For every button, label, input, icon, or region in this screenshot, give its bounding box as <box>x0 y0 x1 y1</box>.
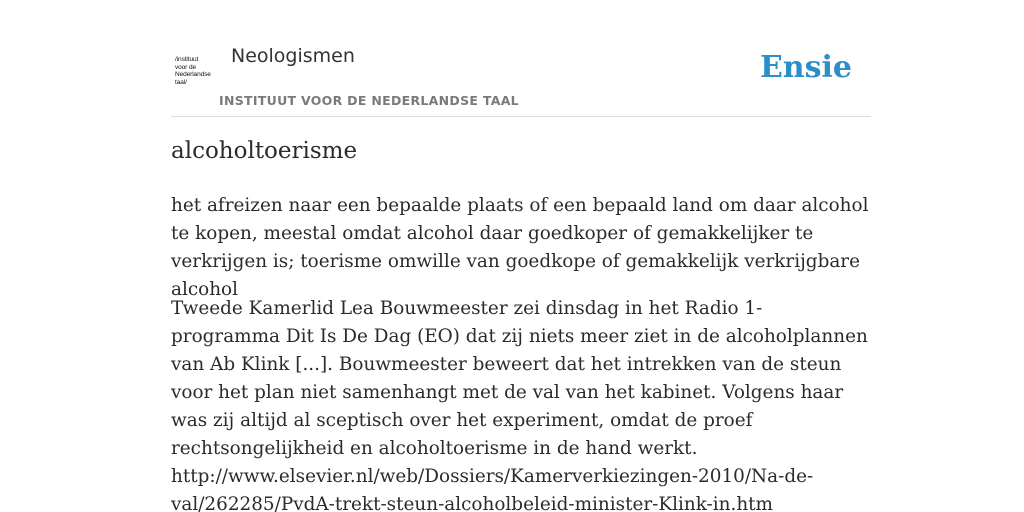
logo-line: /instituut <box>175 56 199 63</box>
page-container <box>171 0 871 512</box>
site-title[interactable]: Neologismen <box>231 45 355 67</box>
entry-quote <box>171 295 871 512</box>
quote-text: Tweede Kamerlid Lea Bouwmeester zei dinsdag in het Radio 1-programma Dit Is De Dag (EO) dat zij niets meer ziet in de alcoholplannen van Ab Klink [...]. Bouwmeester beweert dat het intrekken van de steun voor het plan niet samenhangt met de val van het kabinet. Volgens haar was zij altijd al sceptisch over het experiment, omdat de proef rechtsongelijkheid en alcoholtoerisme in de hand werkt. <box>171 298 868 459</box>
logo-line: Nederlandse <box>175 71 211 79</box>
ensie-brand-link[interactable]: Ensie <box>759 50 852 85</box>
ivdnt-logo[interactable] <box>175 56 217 86</box>
source-link[interactable] <box>171 463 871 512</box>
source-link-line: val/262285/PvdA-trekt-steun-alcoholbeleid-minister-Klink-in.htm <box>171 494 773 512</box>
site-subtitle: INSTITUUT VOOR DE NEDERLANDSE TAAL <box>219 93 519 108</box>
logo-line: voor de <box>175 63 196 71</box>
entry-title: alcoholtoerisme <box>171 138 358 164</box>
source-link-line: http://www.elsevier.nl/web/Dossiers/Kamerverkiezingen-2010/Na-de- <box>171 466 814 487</box>
site-header <box>171 0 871 117</box>
logo-line: taal/ <box>175 78 187 86</box>
entry-definition: het afreizen naar een bepaalde plaats of een bepaald land om daar alcohol te kopen, meestal omdat alcohol daar goedkoper of gemakkelijker te verkrijgen is; toerisme omwille van goedkope of gemakkelijk verkrijgbare alcohol <box>171 195 869 300</box>
